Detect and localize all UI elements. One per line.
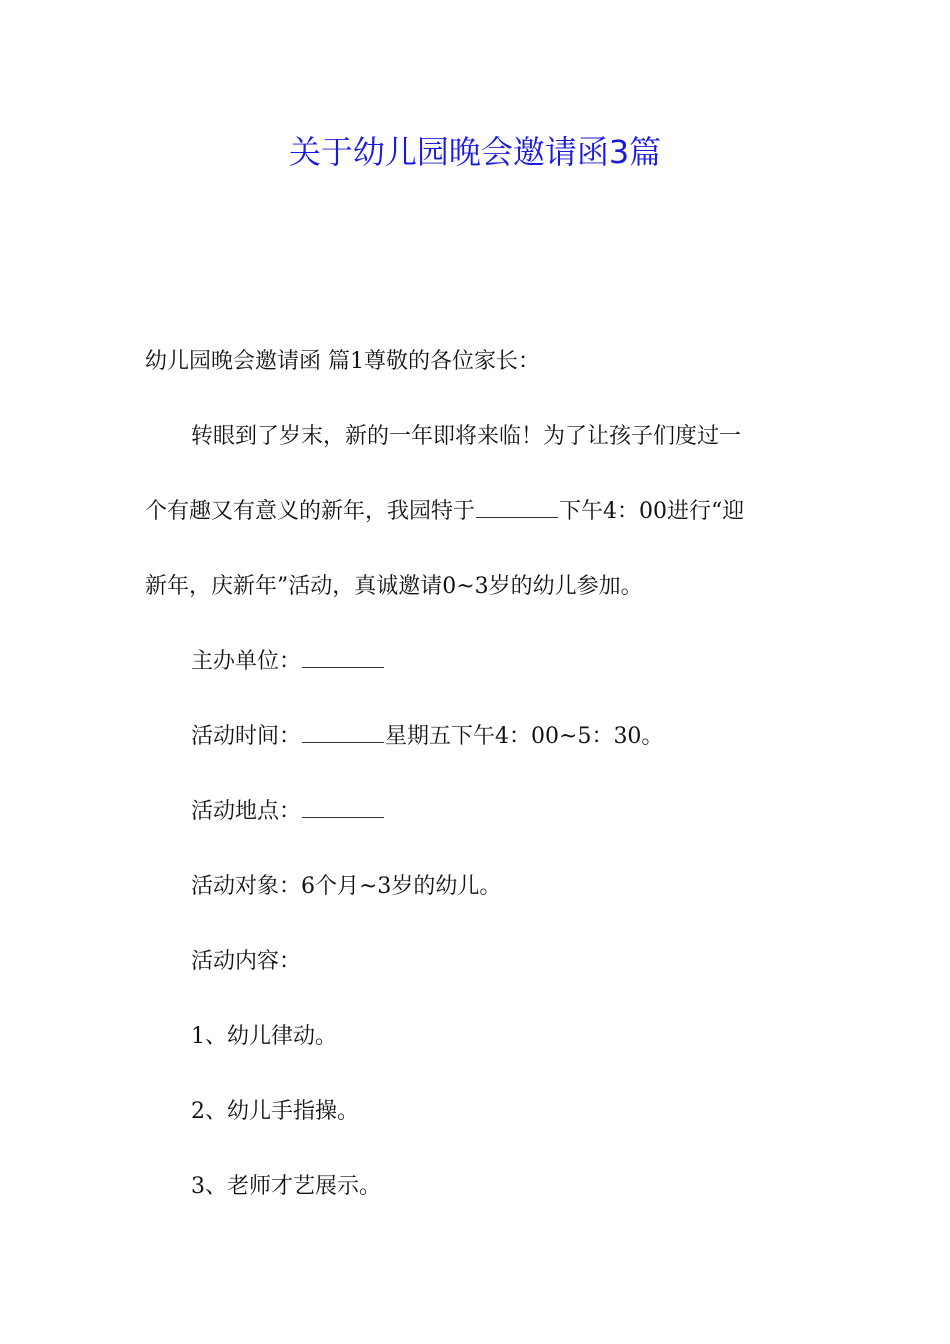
heading-line: 幼儿园晚会邀请函 篇1尊敬的各位家长： bbox=[145, 349, 540, 374]
organizer-blank bbox=[302, 667, 384, 668]
place-line bbox=[145, 774, 810, 849]
document-title: 关于幼儿园晚会邀请函3篇 bbox=[288, 133, 662, 171]
organizer-line bbox=[145, 624, 810, 699]
audience-line: 活动对象：6个月~3岁的幼儿。 bbox=[191, 874, 502, 899]
paragraph-line-3: 新年，庆新年”活动，真诚邀请0~3岁的幼儿参加。 bbox=[145, 574, 643, 599]
time-value: 星期五下午4：00~5：30。 bbox=[385, 724, 664, 749]
date-blank bbox=[476, 517, 558, 518]
paragraph-line-1: 转眼到了岁末，新的一年即将来临！为了让孩子们度过一 bbox=[191, 424, 742, 449]
time-blank bbox=[302, 742, 384, 743]
paragraph-line-2-start: 个有趣又有意义的新年，我园特于 bbox=[145, 499, 476, 524]
list-item: 2、幼儿手指操。 bbox=[191, 1099, 359, 1124]
organizer-label: 主办单位： bbox=[191, 649, 302, 674]
paragraph-line-2 bbox=[145, 474, 810, 549]
time-label: 活动时间： bbox=[191, 724, 302, 749]
document-body bbox=[145, 324, 810, 1224]
list-item: 3、老师才艺展示。 bbox=[191, 1174, 381, 1199]
list-item: 1、幼儿律动。 bbox=[191, 1024, 337, 1049]
time-line bbox=[145, 699, 810, 774]
place-blank bbox=[302, 817, 384, 818]
paragraph-line-2-end: 下午4：00进行“迎 bbox=[559, 499, 745, 524]
place-label: 活动地点： bbox=[191, 799, 302, 824]
content-label: 活动内容： bbox=[191, 949, 302, 974]
